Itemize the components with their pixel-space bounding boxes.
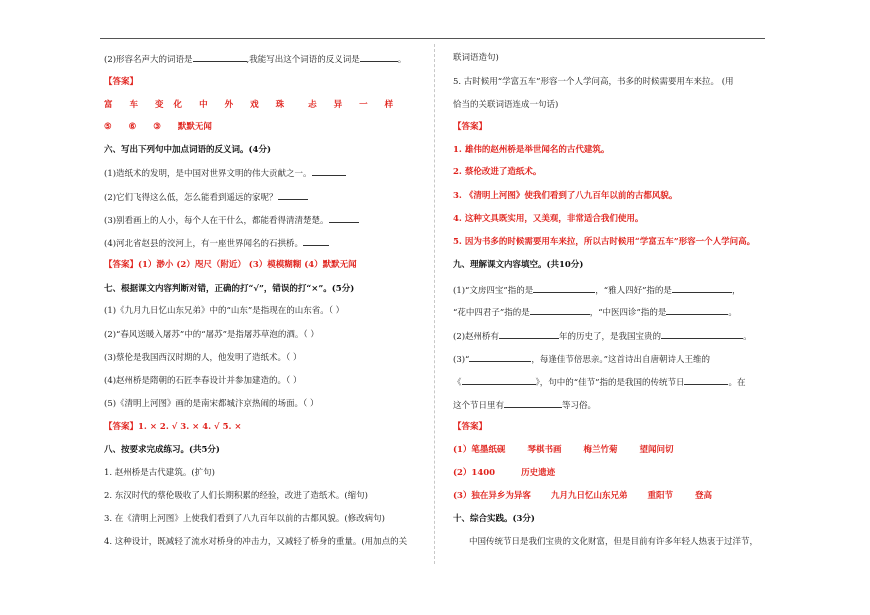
section-9-title: 九、理解课文内容填空。(共10分) [453,260,584,270]
question-2-line: (2)形容名声大的词语是 ,我能写出这个词语的反义词是 。 [104,52,406,66]
answer-6: 【答案】(1）渺小 (2）咫尺（附近） (3）模模糊糊 (4）默默无闻 [104,260,357,270]
answer-8-1: 1. 雄伟的赵州桥是举世闻名的古代建筑。 [453,145,610,155]
answer-label: 【答案】 [453,422,488,432]
question-7-2: (2)“春风送暖入屠苏”中的“屠苏”是指屠苏草泡的酒。（ ） [104,330,319,340]
question-6-1: (1)造纸术的发明，是中国对世界文明的伟大贡献之一。 [104,166,346,180]
top-rule [100,38,765,39]
answer-item: 戏 [250,100,259,110]
question-8-2: 2. 东汉时代的蔡伦吸收了人们长期积累的经验，改进了造纸术。(缩句) [104,491,368,501]
answer-item: 默默无闻 [177,122,212,132]
answer-blank[interactable] [329,213,359,223]
answer-blank[interactable] [666,305,728,315]
answer-item: 登高 [694,491,712,501]
answer-item: (2）1400 [453,468,496,478]
answer-blank[interactable] [360,52,398,62]
answer-item: 变 [155,100,164,110]
answer-blank[interactable] [462,375,536,385]
question-9-1-continued: “花中四君子”指的是 ，“中医四诊”指的是 。 [453,305,737,319]
answer-item: 忐 [308,100,317,110]
answer-item: 异 [333,100,343,110]
answer-blank[interactable] [530,305,590,315]
answer-8-5: 5. 因为书多的时候需要用车来拉，所以古时候用“学富五车”形容一个人学问高。 [453,237,756,247]
question-7-1: (1)《九月九日忆山东兄弟》中的“山东”是指现在的山东省。（ ） [104,306,345,316]
answer-blank[interactable] [672,283,732,293]
answer-item: 一 [359,100,368,110]
answer-9-3 [453,490,712,502]
answer-9-2 [453,467,555,479]
answer-blank[interactable] [499,329,559,339]
answer-blank[interactable] [533,283,595,293]
answer-blank[interactable] [469,352,531,362]
answer-item: (1）笔墨纸砚 [453,445,506,455]
answer-item: 珠 [275,100,285,110]
question-8-3: 3. 在《清明上河图》上使我们看到了八九百年以前的古都风貌。(修改病句) [104,514,385,524]
answer-item: ③ [153,122,161,132]
answer-row-numbers [104,121,212,133]
answer-blank[interactable] [684,375,728,385]
answer-8-2: 2. 蔡伦改进了造纸术。 [453,167,542,177]
answer-blank[interactable] [504,398,562,408]
answer-item: ⑤ [104,122,112,132]
section-10-title: 十、综合实践。(3分) [453,514,535,524]
answer-item: 梅兰竹菊 [583,445,618,455]
question-9-3-continued: 《 》，句中的“佳节”指的是我国的传统节日 。在 [453,375,745,389]
question-6-4: (4)河北省赵县的洨河上，有一座世界闻名的石拱桥。 [104,236,329,250]
question-8-4: 4. 这种设计，既减轻了流水对桥身的冲击力，又减轻了桥身的重量。(用加点的关 [104,537,408,547]
question-10: 中国传统节日是我们宝贵的文化财富，但是目前有许多年轻人热衷于过洋节， [469,537,759,547]
answer-item: 琴棋书画 [527,445,562,455]
answer-item: ⑥ [128,122,137,132]
question-8-1: 1. 赵州桥是古代建筑。(扩句) [104,468,215,478]
question-9-3-end: 这个节日里有 等习俗。 [453,398,596,412]
answer-blank[interactable] [193,52,247,62]
column-divider [434,44,435,564]
question-9-1: (1)“文房四宝”指的是 ，“雅人四好”指的是 ， [453,283,740,297]
question-7-3: (3)蔡伦是我国西汉时期的人，他发明了造纸术。（ ） [104,353,302,363]
question-9-3: (3)“ ，每逢佳节倍思亲。”这首诗出自唐朝诗人王维的 [453,352,710,366]
section-7-title: 七、根据课文内容判断对错，正确的打“√”，错误的打“×”。(5分) [104,284,355,294]
section-8-title: 八、按要求完成练习。(共5分) [104,445,220,455]
question-7-5: (5)《清明上河图》画的是南宋都城汴京热闹的场面。（ ） [104,399,319,409]
answer-8-3: 3. 《清明上河图》使我们看到了八九百年以前的古都风貌。 [453,191,678,201]
question-8-5: 5. 古时候用“学富五车”形容一个人学问高，书多的时候需要用车来拉。 (用 [453,77,734,87]
section-6-title: 六、写出下列句中加点词语的反义词。(4分) [104,145,271,155]
answer-item: 富 [104,100,113,110]
answer-item: 外 [224,100,234,110]
answer-item: (3）独在异乡为异客 [453,491,531,501]
answer-8-4: 4. 这种文具既实用，又美观，非常适合我们使用。 [453,214,644,224]
question-6-3: (3)别看画上的人小，每个人在干什么，都能看得清清楚楚。 [104,213,359,227]
answer-label: 【答案】 [453,122,488,132]
answer-item: 重阳节 [647,491,673,501]
question-8-4-continued: 联词语造句) [453,53,499,63]
answer-row-characters [104,99,393,111]
answer-item: 化 [173,100,183,110]
answer-item: 历史遗迹 [521,468,556,478]
question-7-4: (4)赵州桥是隋朝的石匠李春设计并参加建造的。（ ） [104,376,302,386]
answer-blank[interactable] [661,329,743,339]
answer-blank[interactable] [303,236,329,246]
question-9-2: (2)赵州桥有 年的历史了，是我国宝贵的 。 [453,329,752,343]
question-6-2: (2)它们飞得这么低，怎么能看到遥远的家呢？ [104,190,308,204]
answer-item: 中 [199,100,208,110]
answer-item: 望闻问切 [639,445,674,455]
answer-item: 车 [129,100,139,110]
answer-item: 九月九日忆山东兄弟 [550,491,628,501]
answer-item: 样 [384,100,394,110]
question-8-5-continued: 恰当的关联词语连成一句话) [453,100,559,110]
answer-7: 【答案】1. × 2. √ 3. × 4. √ 5. × [104,422,242,432]
answer-blank[interactable] [312,166,346,176]
answer-9-1 [453,444,673,456]
answer-label: 【答案】 [104,77,139,87]
answer-blank[interactable] [278,190,308,200]
